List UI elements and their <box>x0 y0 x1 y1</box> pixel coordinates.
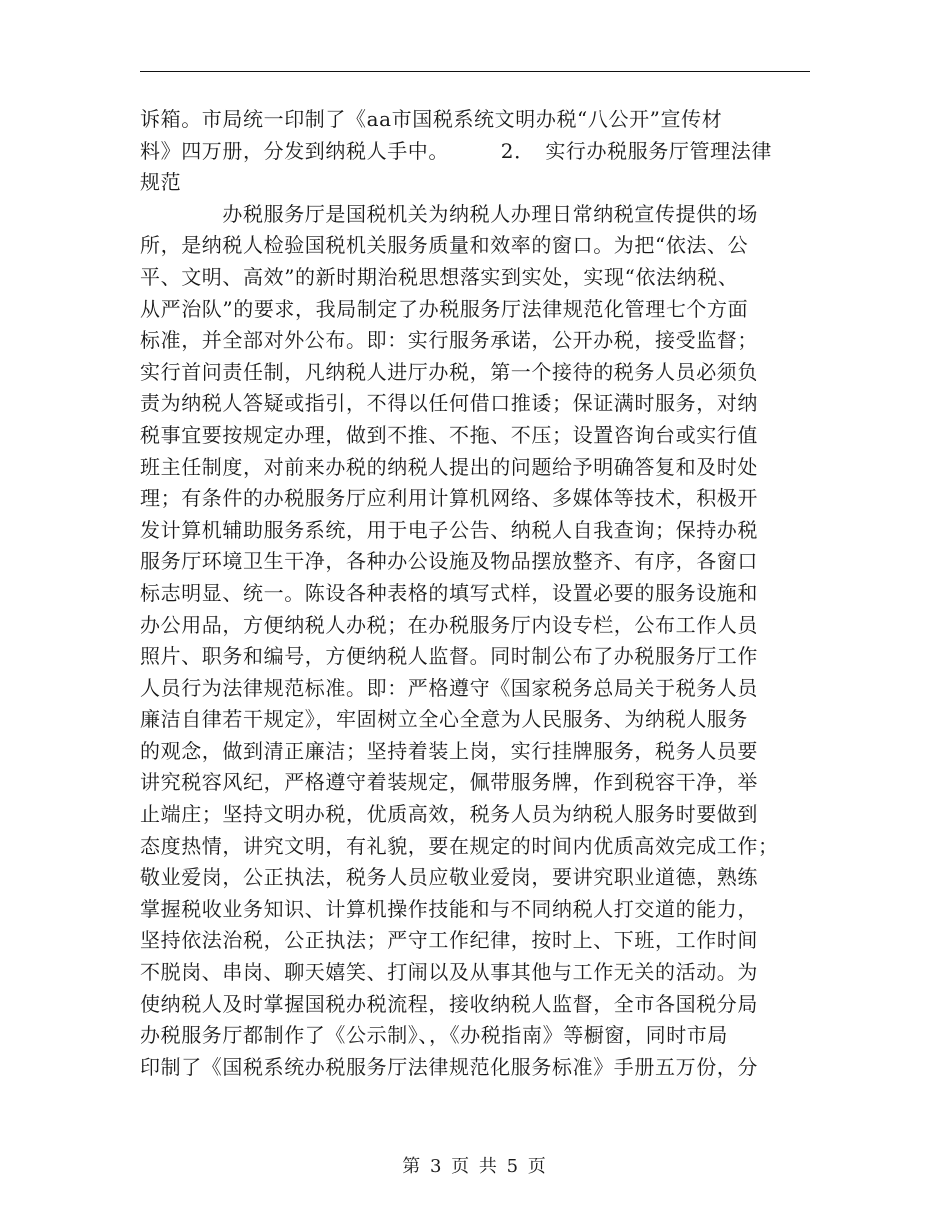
text-line: 照片、职务和编号，方便纳税人监督。同时制公布了办税服务厅工作 <box>140 644 758 669</box>
text-line: 办税服务厅是国税机关为纳税人办理日常纳税宣传提供的场 <box>140 201 758 226</box>
text-line: 规范 <box>140 170 182 195</box>
text-line: 态度热情，讲究文明，有礼貌，要在规定的时间内优质高效完成工作； <box>140 833 779 858</box>
text-line: 使纳税人及时掌握国税办税流程，接收纳税人监督，全市各国税分局 <box>140 991 758 1016</box>
page-number-footer: 第 3 页 共 5 页 <box>402 1156 548 1177</box>
text-line: 掌握税收业务知识、计算机操作技能和与不同纳税人打交道的能力， <box>140 896 758 921</box>
text-line: 班主任制度，对前来办税的纳税人提出的问题给予明确答复和及时处 <box>140 454 758 479</box>
text-line: 止端庄；坚持文明办税，优质高效，税务人员为纳税人服务时要做到 <box>140 802 758 827</box>
body-text <box>140 104 810 1083</box>
text-line: 服务厅环境卫生干净，各种办公设施及物品摆放整齐、有序，各窗口 <box>140 549 758 574</box>
text-line: 印制了《国税系统办税服务厅法律规范化服务标准》手册五万份，分 <box>140 1054 758 1079</box>
text-line: 平、文明、高效”的新时期治税思想落实到实处，实现“依法纳税、 <box>140 264 739 289</box>
text-line: 理；有条件的办税服务厅应利用计算机网络、多媒体等技术，积极开 <box>140 486 758 511</box>
text-line: 不脱岗、串岗、聊天嬉笑、打闹以及从事其他与工作无关的活动。为 <box>140 960 758 985</box>
text-line: 标志明显、统一。陈设各种表格的填写式样，设置必要的服务设施和 <box>140 580 758 605</box>
text-line: 办税服务厅都制作了《公示制》、，《办税指南》等橱窗，同时市局 <box>140 1023 728 1048</box>
text-line: 人员行为法律规范标准。即：严格遵守《国家税务总局关于税务人员 <box>140 675 758 700</box>
text-line: 办公用品，方便纳税人办税；在办税服务厅内设专栏，公布工作人员 <box>140 612 758 637</box>
text-line: 的观念，做到清正廉洁；坚持着装上岗，实行挂牌服务，税务人员要 <box>140 738 758 763</box>
text-line: 责为纳税人答疑或指引，不得以任何借口推诿；保证满时服务，对纳 <box>140 391 758 416</box>
text-line: 标准，并全部对外公布。即：实行服务承诺，公开办税，接受监督； <box>140 328 758 353</box>
text-line: 实行首问责任制，凡纳税人进厅办税，第一个接待的税务人员必须负 <box>140 359 758 384</box>
text-line: 讲究税容风纪，严格遵守着装规定，佩带服务牌，作到税容干净，举 <box>140 770 758 795</box>
text-line: 发计算机辅助服务系统，用于电子公告、纳税人自我查询；保持办税 <box>140 517 758 542</box>
text-line: 坚持依法治税，公正执法；严守工作纪律，按时上、下班，工作时间 <box>140 928 758 953</box>
header-rule <box>140 71 810 72</box>
text-line: 诉箱。市局统一印制了《aa市国税系统文明办税“八公开”宣传材 <box>140 107 723 131</box>
text-line: 税事宜要按规定办理，做到不推、不拖、不压；设置咨询台或实行值 <box>140 422 758 447</box>
text-line: 所，是纳税人检验国税机关服务质量和效率的窗口。为把“依法、公 <box>140 233 749 258</box>
text-line: 敬业爱岗，公正执法，税务人员应敬业爱岗，要讲究职业道德，熟练 <box>140 865 758 890</box>
text-line: 料》四万册，分发到纳税人手中。 2． 实行办税服务厅管理法律 <box>140 138 772 163</box>
text-line: 从严治队”的要求，我局制定了办税服务厅法律规范化管理七个方面 <box>140 296 749 321</box>
text-line: 廉洁自律若干规定》，牢固树立全心全意为人民服务、为纳税人服务 <box>140 707 748 732</box>
